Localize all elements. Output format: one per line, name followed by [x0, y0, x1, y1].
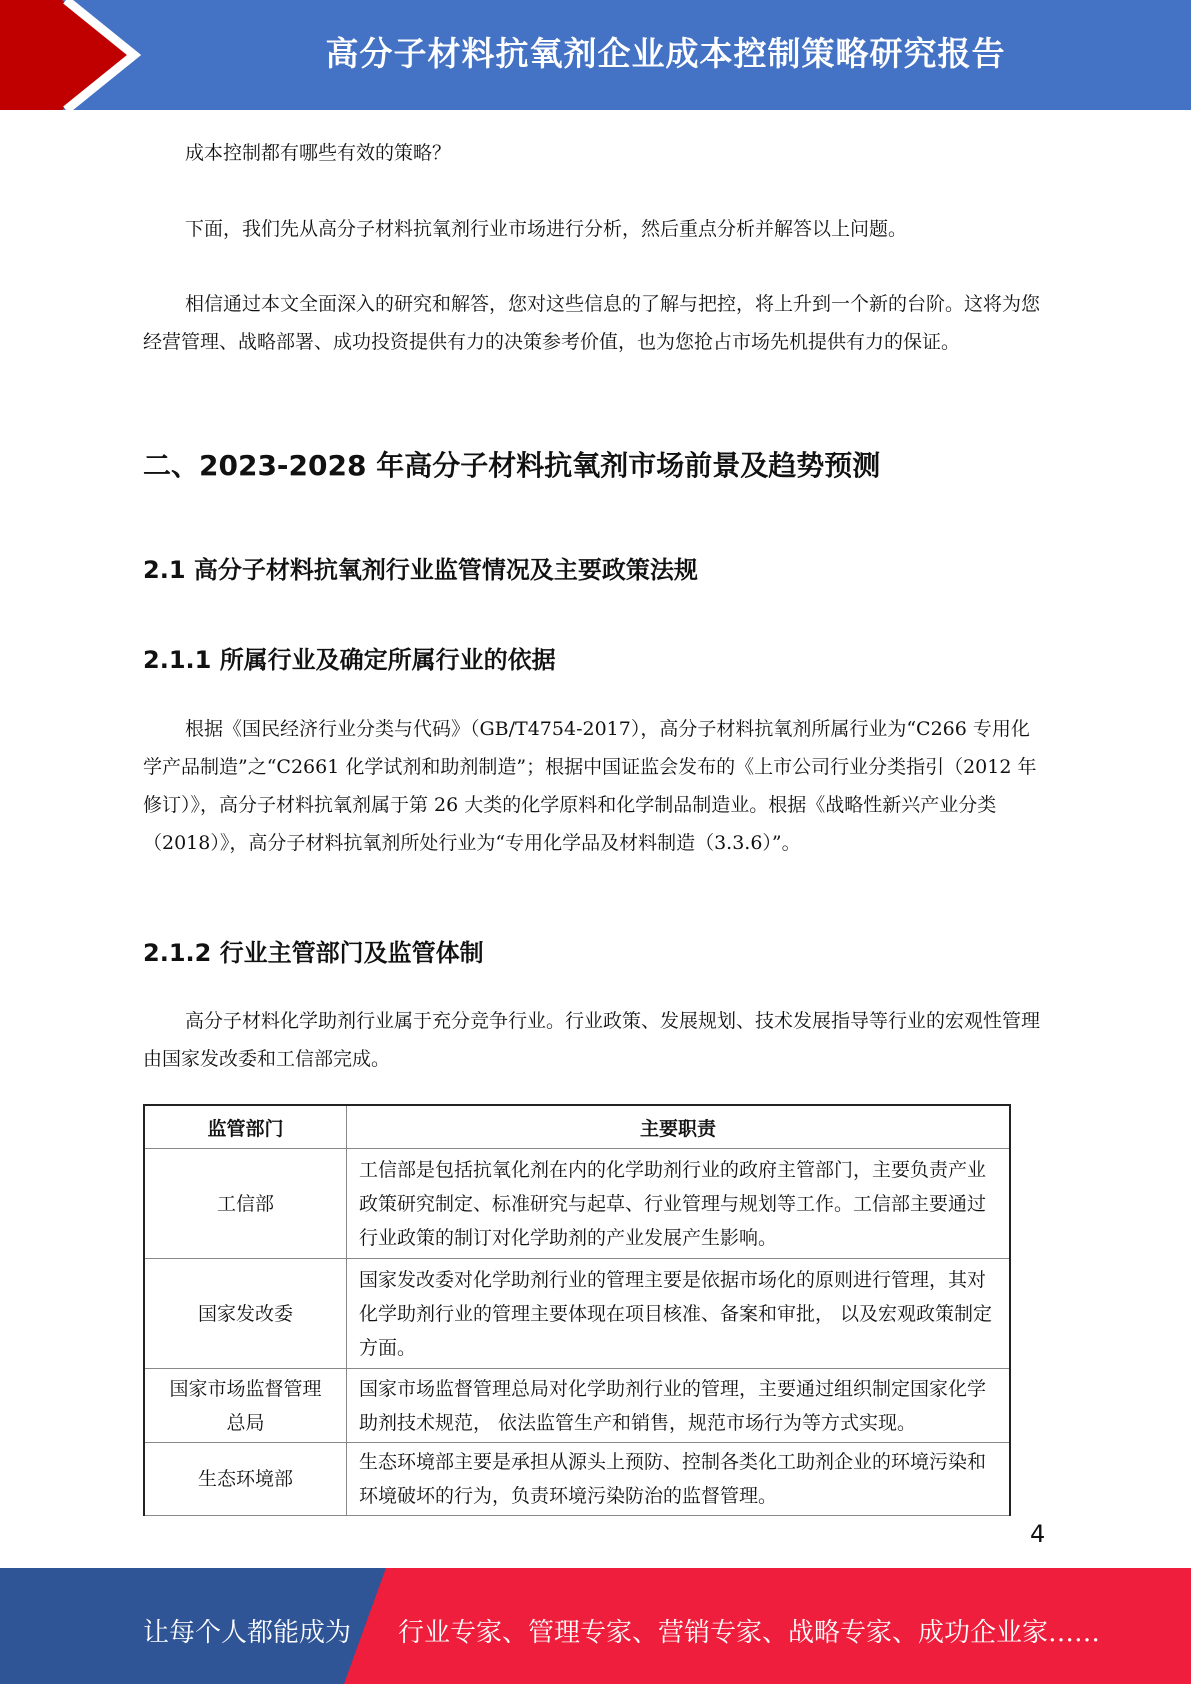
intro-paragraph-2: 下面，我们先从高分子材料抗氧剂行业市场进行分析，然后重点分析并解答以上问题。 — [185, 218, 908, 240]
table-row — [144, 1443, 1010, 1516]
table-header-row — [144, 1105, 1010, 1149]
table-cell-dept: 工信部 — [144, 1149, 347, 1259]
document-title: 高分子材料抗氧剂企业成本控制策略研究报告 — [325, 34, 1006, 73]
regulatory-table — [143, 1104, 1011, 1516]
intro-paragraph-1: 成本控制都有哪些有效的策略？ — [185, 142, 452, 164]
header-banner — [0, 0, 1191, 110]
page-number: 4 — [1030, 1520, 1046, 1548]
table-header-dept: 监管部门 — [144, 1105, 347, 1149]
table-cell-duty: 国家市场监督管理总局对化学助剂行业的管理，主要通过组织制定国家化学助剂技术规范， 依法监管生产和销售，规范市场行为等方式实现。 — [347, 1369, 1011, 1443]
header-arrow-decoration — [0, 0, 150, 110]
section-heading-2: 二、2023-2028 年高分子材料抗氧剂市场前景及趋势预测 — [143, 449, 881, 482]
table-header-duty: 主要职责 — [347, 1105, 1011, 1149]
section-2-1-1-body: 根据《国民经济行业分类与代码》（GB/T4754-2017），高分子材料抗氧剂所属行业为“C266 专用化学产品制造”之“C2661 化学试剂和助剂制造”；根据中国证监会发布的《上市公司行业分类指引（2012 年修订）》，高分子材料抗氧剂属于第 26 大类的化学原料和化学制品制造业。根据《战略性新兴产业分类（2018）》，高分子材料抗氧剂所处行业为“专用化学品及材料制造（3.3.6）”。 — [143, 718, 1037, 854]
table-row — [144, 1369, 1010, 1443]
table-row — [144, 1149, 1010, 1259]
table-cell-dept: 生态环境部 — [144, 1443, 347, 1516]
section-heading-2-1-1: 2.1.1 所属行业及确定所属行业的依据 — [143, 646, 556, 674]
table-cell-duty: 国家发改委对化学助剂行业的管理主要是依据市场化的原则进行管理，其对化学助剂行业的管理主要体现在项目核准、备案和审批， 以及宏观政策制定方面。 — [347, 1259, 1011, 1369]
section-2-1-2-body: 高分子材料化学助剂行业属于充分竞争行业。行业政策、发展规划、技术发展指导等行业的宏观性管理由国家发改委和工信部完成。 — [143, 1010, 1041, 1070]
table-cell-dept: 国家市场监督管理总局 — [144, 1369, 347, 1443]
table-cell-duty: 生态环境部主要是承担从源头上预防、控制各类化工助剂企业的环境污染和环境破坏的行为，负责环境污染防治的监督管理。 — [347, 1443, 1011, 1516]
intro-paragraph-3: 相信通过本文全面深入的研究和解答，您对这些信息的了解与把控，将上升到一个新的台阶。这将为您经营管理、战略部署、成功投资提供有力的决策参考价值，也为您抢占市场先机提供有力的保证。 — [143, 293, 1041, 353]
footer-slogan-left: 让每个人都能成为 — [143, 1618, 352, 1648]
table-row — [144, 1259, 1010, 1369]
table-cell-duty: 工信部是包括抗氧化剂在内的化学助剂行业的政府主管部门，主要负责产业政策研究制定、标准研究与起草、行业管理与规划等工作。工信部主要通过行业政策的制订对化学助剂的产业发展产生影响。 — [347, 1149, 1011, 1259]
section-heading-2-1-2: 2.1.2 行业主管部门及监管体制 — [143, 939, 484, 967]
footer-slogan-right: 行业专家、管理专家、营销专家、战略专家、成功企业家…… — [398, 1618, 1101, 1648]
section-heading-2-1: 2.1 高分子材料抗氧剂行业监管情况及主要政策法规 — [143, 556, 698, 584]
table-cell-dept: 国家发改委 — [144, 1259, 347, 1369]
